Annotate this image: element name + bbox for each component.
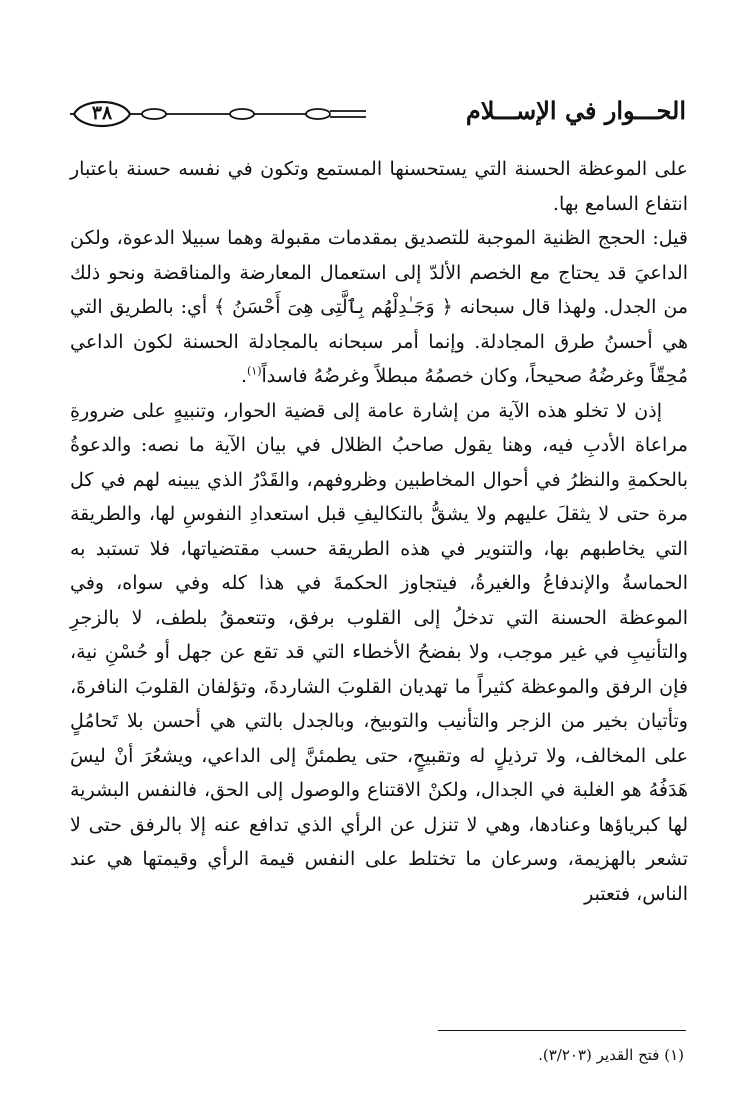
footnote: (١) فتح القدير (٣/٢٠٣). bbox=[538, 1046, 684, 1064]
paragraph-2-end: . bbox=[240, 365, 247, 387]
page-number: ٣٨ bbox=[91, 102, 113, 124]
footnote-divider bbox=[438, 1030, 686, 1031]
paragraph-1: على الموعظة الحسنة التي يستحسنها المستمع وتكون في نفسه حسنة باعتبار انتفاع السامع بها. bbox=[70, 158, 688, 215]
paragraph-3: إذن لا تخلو هذه الآية من إشارة عامة إلى قضية الحوار، وتنبيهٍ على ضرورةِ مراعاة الأدبِ فيه، وهنا يقول صاحبُ الظلال في بيان الآية ما نصه: والدعوةُ بالحكمةِ والنظرُ في أحوال المخاطبين وظروفهم، والقَدْرُ الذي يبينه لهم في كل مرة حتى لا يثقلَ عليهم ولا يشقُّ بالتكاليفِ قبل استعدادِ النفوسِ لها، والطريقة التي يخاطبهم بها، والتنوير في هذه الطريقة حسب مقتضياتها، فلا تستبد به الحماسةُ والإندفاعُ والغيرةُ، فيتجاوز الحكمةَ في هذا كله وفي سواه، وفي الموعظة الحسنة التي تدخلُ إلى القلوب برفق، وتتعمقُ بلطف، لا بالزجرِ والتأنيبِ في غير موجب، ولا بفضحُ الأخطاء التي قد تقع عن جهل أو حُسْنِ نية، فإن الرفق والموعظة كثيراً ما تهديان القلوبَ الشاردةَ، وتؤلفان القلوبَ النافرةَ، وتأتيان بخير من الزجر والتأنيب والتوبيخ، وبالجدل بالتي هي أحسن بلا تَحامُلٍ على المخالف، ولا ترذيلٍ له وتقبيحٍ، حتى يطمئنَّ إلى الداعي، ويشعُرَ أنْ ليسَ هَدَفُهُ هو الغلبة في الجدال، ولكنْ الاقتناع والوصول إلى الحق، فالنفس البشرية لها كبرياؤها وعنادها، وهي لا تنزل عن الرأي الذي تدافع عنه إلا بالرفق حتى لا تشعر بالهزيمة، وسرعان ما تختلط على النفس قيمة الرأي وقيمتها هي عند الناس، فتعتبر bbox=[70, 399, 688, 905]
page-header bbox=[70, 92, 686, 140]
body-text bbox=[70, 152, 688, 911]
footnote-reference: (١) bbox=[246, 364, 262, 378]
paragraph-2-text: قيل: الحجج الظنية الموجبة للتصديق بمقدمات مقبولة وهما سبيلا الدعوة، ولكن الداعيَ قد يحتاج مع الخصم الألدّ إلى استعمال المعارضة والمناقضة ونحو ذلك من الجدل. ولهذا قال سبحانه ﴿ وَجَـٰدِلْهُم بِٱلَّتِى هِىَ أَحْسَنُ ﴾ أي: بالطريق التي هي أحسنُ طرق المجادلة. وإنما أمر سبحانه بالمجادلة الحسنة لكون الداعي مُحِقّاً وغرضُهُ صحيحاً، وكان خصمُهُ مبطلاً وغرضُهُ فاسداً bbox=[70, 227, 688, 387]
paragraph-2 bbox=[70, 221, 688, 394]
running-title: الحـــوار في الإســـلام bbox=[465, 96, 686, 125]
